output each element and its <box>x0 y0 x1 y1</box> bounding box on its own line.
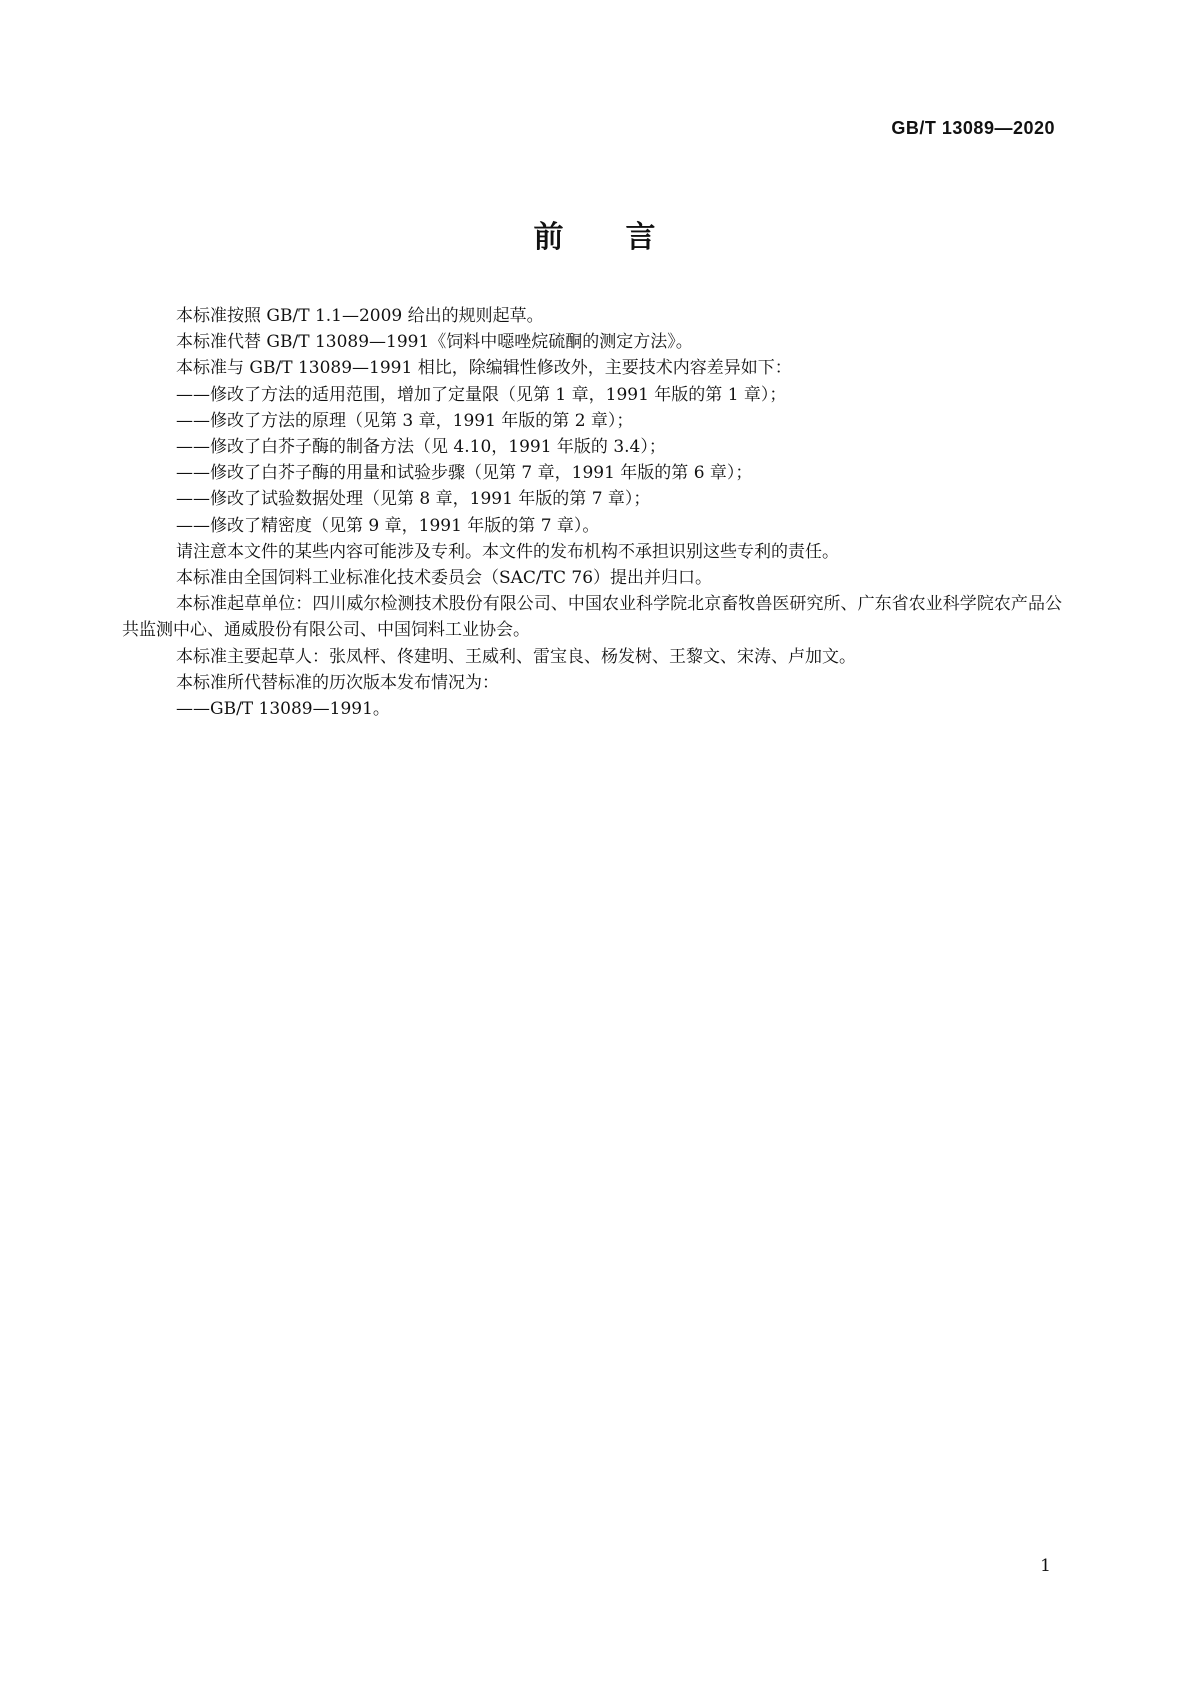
paragraph-differences-intro: 本标准与 GB/T 13089—1991 相比，除编辑性修改外，主要技术内容差异如下： <box>176 358 792 379</box>
paragraph-drafting-units: 本标准起草单位：四川威尔检测技术股份有限公司、中国农业科学院北京畜牧兽医研究所、广东省农业科学院农产品公共监测中心、通威股份有限公司、中国饲料工业协会。 <box>122 594 1062 641</box>
page-number: 1 <box>1040 1556 1051 1576</box>
standard-code: GB/T 13089—2020 <box>891 118 1055 138</box>
change-item: ——修改了白芥子酶的制备方法（见 4.10，1991 年版的 3.4）； <box>176 437 666 458</box>
paragraph-drafting-rules: 本标准按照 GB/T 1.1—2009 给出的规则起草。 <box>176 306 544 326</box>
paragraph-drafters: 本标准主要起草人：张凤枰、佟建明、王威利、雷宝良、杨发树、王黎文、宋涛、卢加文。 <box>176 646 856 667</box>
page-title-char-2: 言 <box>625 220 658 255</box>
foreword-body <box>122 303 1062 722</box>
change-item: ——修改了方法的适用范围，增加了定量限（见第 1 章，1991 年版的第 1 章）； <box>176 384 787 405</box>
change-item: ——修改了方法的原理（见第 3 章，1991 年版的第 2 章）； <box>176 410 634 431</box>
change-item: ——修改了白芥子酶的用量和试验步骤（见第 7 章，1991 年版的第 6 章）； <box>176 463 753 484</box>
paragraph-version-history: 本标准所代替标准的历次版本发布情况为： <box>176 672 499 693</box>
paragraph-proposed-by: 本标准由全国饲料工业标准化技术委员会（SAC/TC 76）提出并归口。 <box>176 568 713 589</box>
version-history-item: ——GB/T 13089—1991。 <box>176 699 390 720</box>
paragraph-patent-notice: 请注意本文件的某些内容可能涉及专利。本文件的发布机构不承担识别这些专利的责任。 <box>176 541 839 562</box>
page-title <box>0 212 1191 256</box>
paragraph-replaces: 本标准代替 GB/T 13089—1991《饲料中噁唑烷硫酮的测定方法》。 <box>176 332 693 353</box>
page-title-char-1: 前 <box>533 220 566 255</box>
change-item: ——修改了精密度（见第 9 章，1991 年版的第 7 章）。 <box>176 515 600 536</box>
change-item: ——修改了试验数据处理（见第 8 章，1991 年版的第 7 章）； <box>176 489 651 510</box>
